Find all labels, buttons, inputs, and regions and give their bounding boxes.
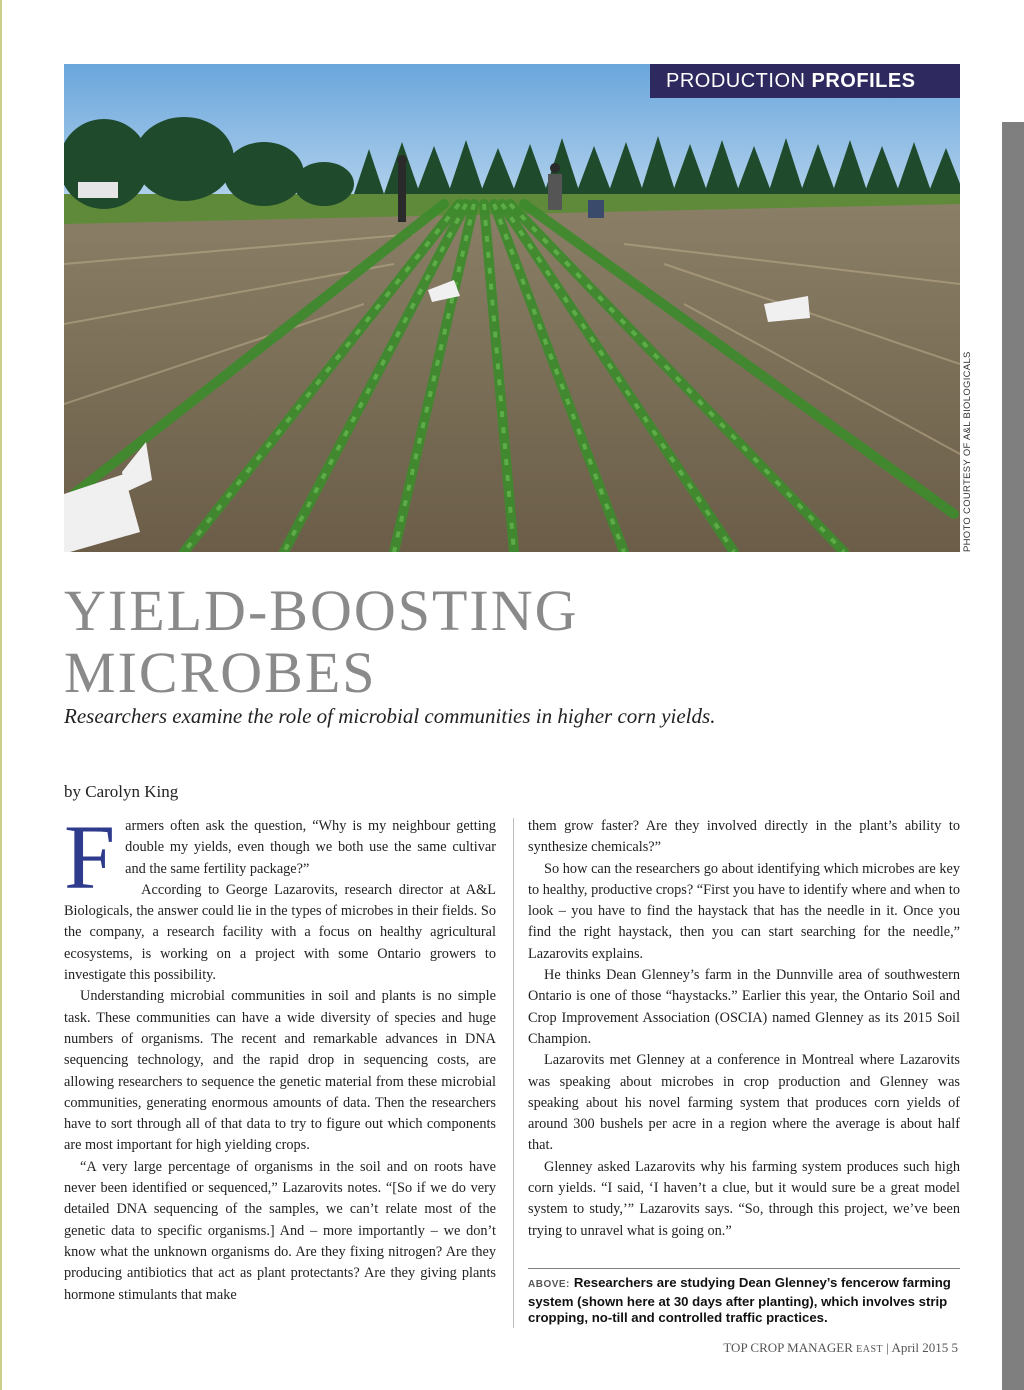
right-column bbox=[528, 816, 960, 1242]
paragraph: So how can the researchers go about identifying which microbes are key to healthy, productive crops? “First you have to identify where and when to look – you have to find the haystack that has the needle in it. Once you find the right haystack, then you can start searching for the needle,” Lazarovits explains. bbox=[528, 860, 960, 962]
paragraph: them grow faster? Are they involved directly in the plant’s ability to synthesize chemicals?” bbox=[528, 818, 960, 856]
column-divider bbox=[513, 818, 514, 1328]
section-tag bbox=[650, 64, 960, 98]
section-tag-light: PRODUCTION bbox=[666, 70, 806, 92]
field-photo bbox=[64, 64, 960, 552]
photo-credit bbox=[962, 351, 982, 1040]
caption-text: Researchers are studying Dean Glenney’s fencerow farming system (shown here at 30 days after planting), which involves strip cropping, no-till and controlled traffic practices. bbox=[528, 1275, 951, 1325]
footer-publication: TOP CROP MANAGER bbox=[723, 1340, 853, 1355]
headline-line-1: YIELD-BOOSTING bbox=[64, 578, 579, 643]
paragraph: Glenney asked Lazarovits why his farming system produces such high corn yields. “I said, ‘I haven’t a clue, but it would sure be a great model system to study,’” Lazarovits says. “So, through this project, we’ve been trying to unravel what is going on.” bbox=[528, 1158, 960, 1239]
section-tag-bold: PROFILES bbox=[811, 70, 916, 92]
paragraph: “A very large percentage of organisms in the soil and on roots have never been identified or sequenced,” Lazarovits notes. “[So if we do very detailed DNA sequencing of the samples, we can’t relate most of the genetic data to specific organisms.] And – more importantly – we don’t know what the unknown organisms do. Are they fixing nitrogen? Are they producing antibiotics that act as plant protectants? Are they giving plants hormone stimulants that make bbox=[64, 1158, 496, 1303]
headline-line-2: MICROBES bbox=[64, 640, 377, 705]
photo-caption bbox=[528, 1275, 960, 1327]
deck: Researchers examine the role of microbial communities in higher corn yields. bbox=[64, 704, 716, 728]
left-column bbox=[64, 806, 496, 1306]
paragraph bbox=[64, 806, 496, 908]
page-number: 5 bbox=[951, 1340, 958, 1355]
footer-date: April 2015 bbox=[891, 1340, 949, 1355]
footer-separator: | bbox=[886, 1340, 889, 1355]
dropcap: F bbox=[64, 806, 116, 908]
page-footer bbox=[723, 1340, 958, 1356]
photo-credit-text: PHOTO COURTESY OF A&L BIOLOGICALS bbox=[962, 351, 973, 552]
paragraph-text: armers often ask the question, “Why is my neighbour getting double my yields, even though we both use the same cultivar and the same fertility package?” bbox=[125, 818, 496, 877]
paragraph: Lazarovits met Glenney at a conference in Montreal where Lazarovits was speaking about microbes in crop production and Glenney was speaking about his novel farming system that produces corn yields of around 300 bushels per acre in a region where the average is about half that. bbox=[528, 1052, 960, 1154]
page-edge-rule bbox=[0, 0, 2, 1390]
paragraph: According to George Lazarovits, research director at A&L Biologicals, the answer could lie in the types of microbes in their fields. So the company, a research facility with a focus on healthy agricultural ecosystems, is working on a project with some Ontario growers to investigate this possibility. bbox=[64, 881, 496, 984]
paragraph: He thinks Dean Glenney’s farm in the Dunnville area of southwestern Ontario is one of those “haystacks.” Earlier this year, the Ontario Soil and Crop Improvement Association (OSCIA) named Glenney as its 2015 Soil Champion. bbox=[528, 967, 960, 1047]
caption-rule bbox=[528, 1268, 960, 1269]
page-edge-tab bbox=[1002, 122, 1024, 1390]
footer-edition: EAST bbox=[856, 1344, 884, 1355]
paragraph: Understanding microbial communities in soil and plants is no simple task. These communities can have a wide diversity of species and huge numbers of organisms. The recent and remarkable advances in DNA sequencing technology, and the rapid drop in sequencing costs, are allowing researchers to sequence the genetic material from these microbial communities, generating enormous amounts of data. Then the researchers have to sort through all of that data to try to figure out which components are most important for high yielding crops. bbox=[64, 988, 496, 1154]
byline: by Carolyn King bbox=[64, 782, 179, 801]
headline bbox=[64, 580, 579, 704]
caption-lead: ABOVE: bbox=[528, 1279, 570, 1290]
